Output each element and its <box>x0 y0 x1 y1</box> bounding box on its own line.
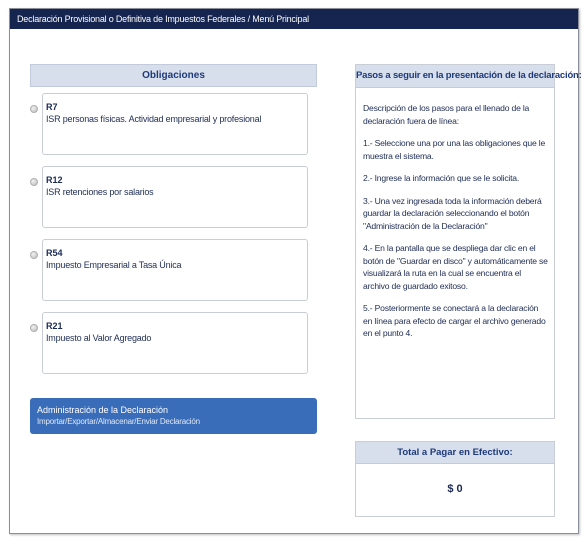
obligacion-r54[interactable] <box>30 239 317 301</box>
obligacion-description: ISR retenciones por salarios <box>46 187 154 197</box>
obligacion-code: R7 <box>46 102 58 112</box>
obligacion-description: Impuesto al Valor Agregado <box>46 333 152 343</box>
radio-icon[interactable] <box>30 251 38 259</box>
pasos-body <box>356 88 554 340</box>
pasos-intro: Descripción de los pasos para el llenado de la declaración fuera de línea: <box>363 103 530 126</box>
paso-2: 2.- Ingrese la información que se le solicita. <box>363 173 520 183</box>
obligacion-r12[interactable] <box>30 166 317 228</box>
total-header: Total a Pagar en Efectivo: <box>356 442 554 464</box>
admin-button-title: Administración de la Declaración <box>37 405 169 415</box>
main-window <box>9 8 582 534</box>
paso-4: 4.- En la pantalla que se despliega dar clic en el botón de "Guardar en disco" y automáticamente se visualizará la ruta en la cual se encuentra el archivo de guardado exitoso. <box>363 243 548 291</box>
obligaciones-list <box>30 93 317 374</box>
obligacion-description: ISR personas físicas. Actividad empresarial y profesional <box>46 114 262 124</box>
obligaciones-panel <box>30 64 317 426</box>
radio-icon[interactable] <box>30 105 38 113</box>
paso-5: 5.- Posteriormente se conectará a la declaración en línea para efecto de cargar el archivo generado en el punto 4. <box>363 303 546 338</box>
obligacion-code: R12 <box>46 175 63 185</box>
paso-1: 1.- Seleccione una por una las obligaciones que le muestra el sistema. <box>363 138 546 161</box>
obligacion-card[interactable] <box>42 312 308 374</box>
radio-icon[interactable] <box>30 178 38 186</box>
paso-3: 3.- Una vez ingresada toda la información deberá guardar la declaración seleccionando el botón "Administración de la Declaración" <box>363 195 542 231</box>
obligacion-description: Impuesto Empresarial a Tasa Única <box>46 260 182 270</box>
pasos-header: Pasos a seguir en la presentación de la declaración: <box>356 65 554 88</box>
pasos-panel <box>355 64 582 419</box>
obligacion-card[interactable] <box>42 166 308 228</box>
obligaciones-header: Obligaciones <box>30 64 317 87</box>
obligacion-code: R54 <box>46 248 63 258</box>
obligacion-card[interactable] <box>42 239 308 301</box>
obligacion-code: R21 <box>46 321 63 331</box>
total-panel <box>355 441 555 517</box>
administracion-declaracion-button[interactable] <box>30 398 317 434</box>
window-title: Declaración Provisional o Definitiva de Impuestos Federales / Menú Principal <box>10 9 578 29</box>
total-value: $ 0 <box>447 483 463 495</box>
obligacion-card[interactable] <box>42 93 308 155</box>
obligacion-r7[interactable] <box>30 93 317 155</box>
radio-icon[interactable] <box>30 324 38 332</box>
obligacion-r21[interactable] <box>30 312 317 374</box>
admin-button-subtitle: Importar/Exportar/Almacenar/Enviar Declaración <box>37 417 200 426</box>
